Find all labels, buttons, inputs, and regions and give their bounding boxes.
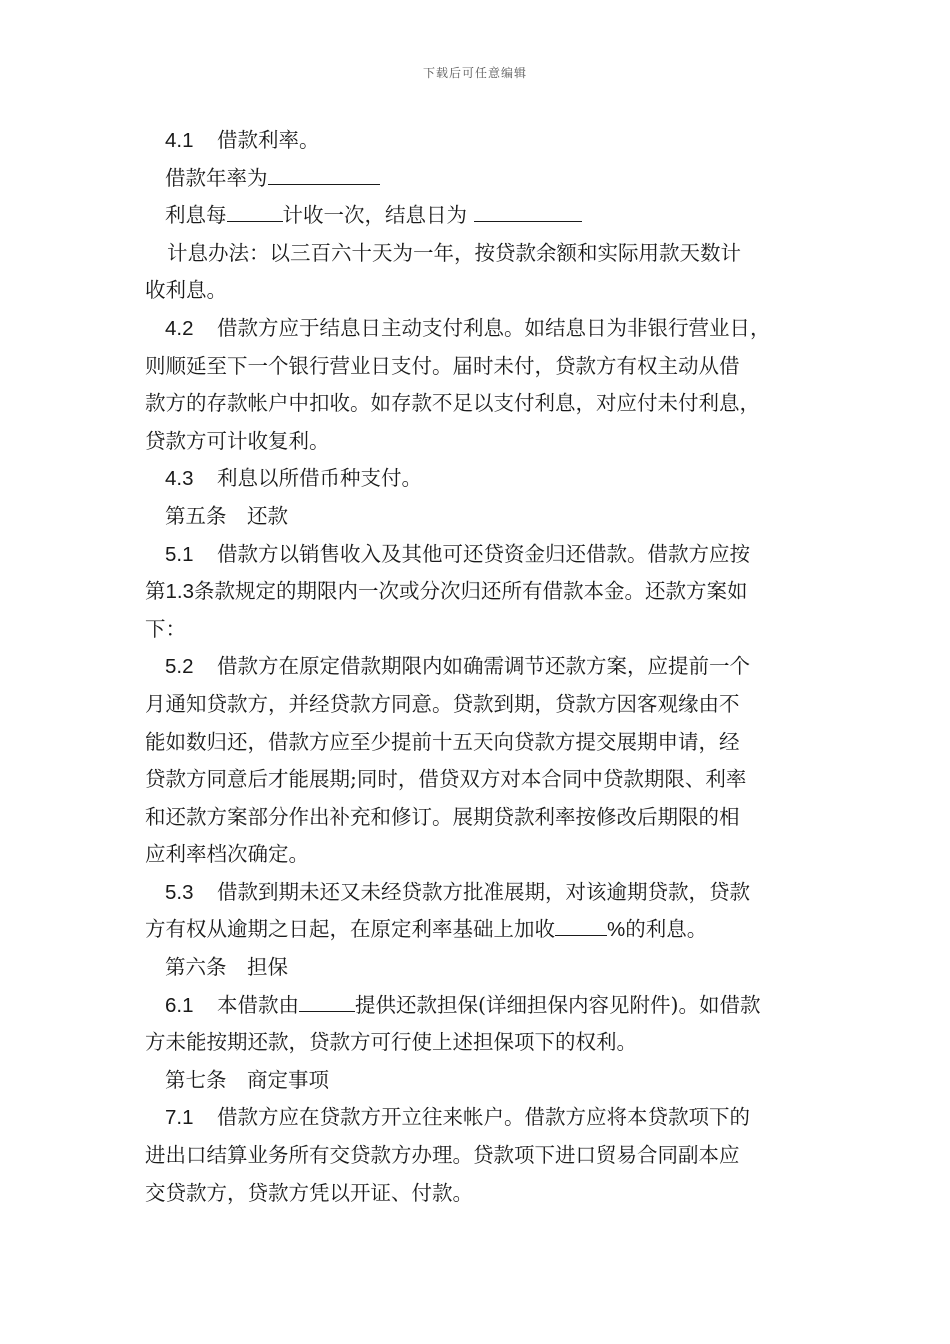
article-5-heading: 第五条 还款	[165, 503, 288, 528]
clause-number: 4.2	[165, 316, 194, 340]
page-header: 下载后可任意编辑	[422, 66, 527, 80]
clause-5-2-line-b: 月通知贷款方，并经贷款方同意。贷款到期，贷款方因客观缘由不	[145, 691, 740, 716]
clause-number: 6.1	[165, 993, 194, 1017]
text: 方有权从逾期之日起，在原定利率基础上加收	[145, 917, 555, 942]
clause-5-2-line-f: 应利率档次确定。	[145, 842, 309, 867]
clause-4-2-line-d: 贷款方可计收复利。	[145, 428, 330, 453]
interest-text-b: 计收一次，结息日为	[282, 203, 467, 228]
document-body	[145, 122, 825, 1212]
clause-5-3	[145, 874, 825, 912]
clause-4-2	[145, 310, 825, 348]
clause-number: 5.2	[165, 655, 194, 679]
text: 的利息。	[625, 917, 708, 942]
clause-text: 利息以所借币种支付。	[217, 466, 422, 491]
blank-field	[555, 913, 607, 936]
text: 提供还款担保(详细担保内容见附件)。如借款	[355, 992, 761, 1017]
method-line-2: 收利息。	[145, 278, 227, 303]
article-6-heading: 第六条 担保	[165, 955, 288, 980]
clause-7-1-line-c: 交贷款方，贷款方凭以开证、付款。	[145, 1180, 473, 1205]
clause-5-1-line-b	[145, 573, 825, 611]
clause-5-3-line-b	[145, 911, 825, 949]
text: 本借款由	[217, 992, 299, 1017]
percent-sign: %	[607, 918, 626, 942]
clause-text: 借款方以销售收入及其他可还贷资金归还借款。借款方应按	[217, 541, 750, 566]
blank-field	[268, 162, 380, 185]
clause-7-1	[145, 1099, 825, 1137]
clause-7-1-line-b: 进出口结算业务所有交贷款方办理。贷款项下进口贸易合同副本应	[145, 1143, 740, 1168]
interest-line	[145, 197, 825, 235]
clause-4-1	[145, 122, 825, 160]
clause-4-3	[145, 460, 825, 498]
clause-5-1-line-c: 下：	[145, 616, 186, 641]
clause-4-2-line-c: 款方的存款帐户中扣收。如存款不足以支付利息，对应付未付利息，	[145, 391, 760, 416]
text: 条款规定的期限内一次或分次归还所有借款本金。还款方案如	[194, 579, 748, 604]
blank-field	[227, 199, 283, 222]
clause-number: 5.1	[165, 542, 194, 566]
clause-5-1	[145, 536, 825, 574]
clause-5-2-line-d: 贷款方同意后才能展期;同时，借贷双方对本合同中贷款期限、利率	[145, 767, 747, 792]
clause-reference: 1.3	[165, 580, 194, 604]
interest-text-a: 利息每	[165, 203, 227, 228]
text: 第	[145, 579, 166, 604]
clause-text: 借款方应在贷款方开立往来帐户。借款方应将本贷款项下的	[217, 1105, 750, 1130]
clause-5-2-line-c: 能如数归还，借款方应至少提前十五天向贷款方提交展期申请，经	[145, 729, 740, 754]
clause-number: 4.1	[165, 129, 194, 152]
rate-label: 借款年率为	[165, 165, 268, 190]
clause-5-2-line-e: 和还款方案部分作出补充和修订。展期贷款利率按修改后期限的相	[145, 804, 740, 829]
blank-field	[474, 199, 582, 222]
clause-text: 借款利率。	[217, 128, 320, 152]
clause-6-1	[145, 987, 825, 1025]
clause-text: 借款方在原定借款期限内如确需调节还款方案，应提前一个	[217, 654, 750, 679]
blank-field	[299, 989, 355, 1012]
clause-number: 7.1	[165, 1106, 194, 1130]
clause-number: 5.3	[165, 880, 194, 904]
clause-6-1-line-b: 方未能按期还款，贷款方可行使上述担保项下的权利。	[145, 1030, 637, 1055]
clause-number: 4.3	[165, 467, 194, 491]
clause-5-2	[145, 648, 825, 686]
clause-text: 借款方应于结息日主动支付利息。如结息日为非银行营业日，	[217, 315, 771, 340]
clause-text: 借款到期未还又未经贷款方批准展期，对该逾期贷款，贷款	[217, 879, 750, 904]
rate-line	[145, 160, 825, 198]
article-7-heading: 第七条 商定事项	[165, 1067, 329, 1092]
clause-4-2-line-b: 则顺延至下一个银行营业日支付。届时未付，贷款方有权主动从借	[145, 353, 740, 378]
method-line-1: 计息办法：以三百六十天为一年，按贷款余额和实际用款天数计	[167, 240, 741, 265]
